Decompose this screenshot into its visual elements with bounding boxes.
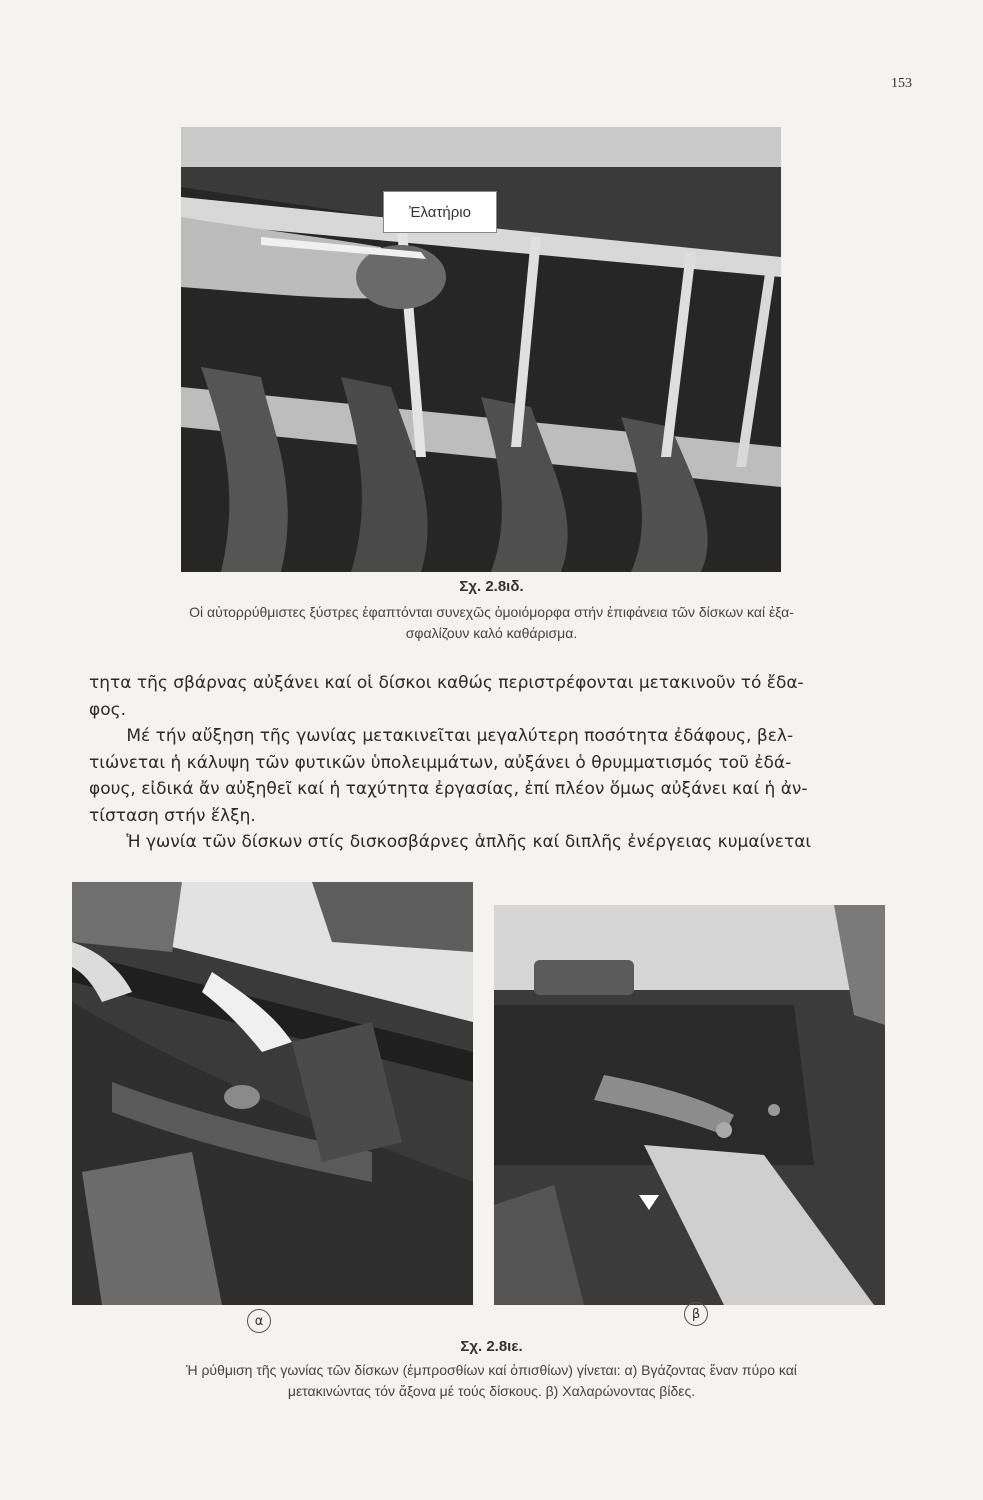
figure-top-caption-line: σφαλίζουν καλό καθάρισμα. (405, 625, 578, 641)
figure-bottom-caption-id: Σχ. 2.8ιε. (460, 1338, 523, 1355)
paragraph (89, 829, 909, 856)
panel-a-marker: α (247, 1309, 271, 1333)
text-line: Ἡ γωνία τῶν δίσκων στίς δισκοσβάρνες ἁπλῆς καί διπλῆς ἐνέργειας κυμαίνεται (126, 832, 812, 852)
photo-panel-b (494, 905, 885, 1305)
paragraph (89, 723, 909, 829)
photo-panel-a-image (72, 882, 473, 1305)
photo-panel-a (72, 882, 473, 1305)
figure-bottom-caption (40, 1360, 943, 1402)
figure-top-caption (40, 602, 943, 644)
text-line: τητα τῆς σβάρνας αὐξάνει καί οἱ δίσκοι καθώς περιστρέφονται μετακινοῦν τό ἔδα- (89, 673, 804, 693)
text-line: Μέ τήν αὔξηση τῆς γωνίας μετακινεῖται μεγαλύτερη ποσότητα ἐδάφους, βελ- (126, 726, 794, 746)
text-line: φος. (89, 699, 126, 720)
figure-top-caption-line: Οἱ αὐτορρύθμιστες ξύστρες ἐφαπτόνται συνεχῶς ὁμοιόμορφα στήν ἐπιφάνεια τῶν δίσκων καί ἐξα- (189, 604, 794, 620)
figure-bottom-caption-line: μετακινώντας τόν ἄξονα μέ τούς δίσκους. β) Χαλαρώνοντας βίδες. (287, 1383, 696, 1399)
text-line: τίσταση στήν ἕλξη. (89, 805, 256, 826)
paragraph (89, 670, 909, 723)
figure-top-caption-id: Σχ. 2.8ιδ. (459, 578, 524, 595)
photo-panel-b-image (494, 905, 885, 1305)
body-text (89, 670, 909, 856)
panel-b-marker: β (684, 1302, 708, 1326)
page-number: 153 (891, 76, 912, 91)
text-line: τιώνεται ἡ κάλυψη τῶν φυτικῶν ὑπολειμμάτων, αὐξάνει ὁ θρυμματισμός τοῦ ἐδά- (89, 752, 792, 773)
text-line: φους, εἰδικά ἄν αὐξηθεῖ καί ἡ ταχύτητα ἐργασίας, ἐπί πλέον ὅμως αὐξάνει καί ἡ ἀν- (89, 779, 808, 799)
figure-bottom-caption-line: Ἡ ρύθμιση τῆς γωνίας τῶν δίσκων (ἐμπροσθίων καί ὀπισθίων) γίνεται: α) Βγάζοντας ἕναν πύρο καί (186, 1362, 797, 1378)
spring-label: Ἐλατήριο (383, 191, 497, 233)
